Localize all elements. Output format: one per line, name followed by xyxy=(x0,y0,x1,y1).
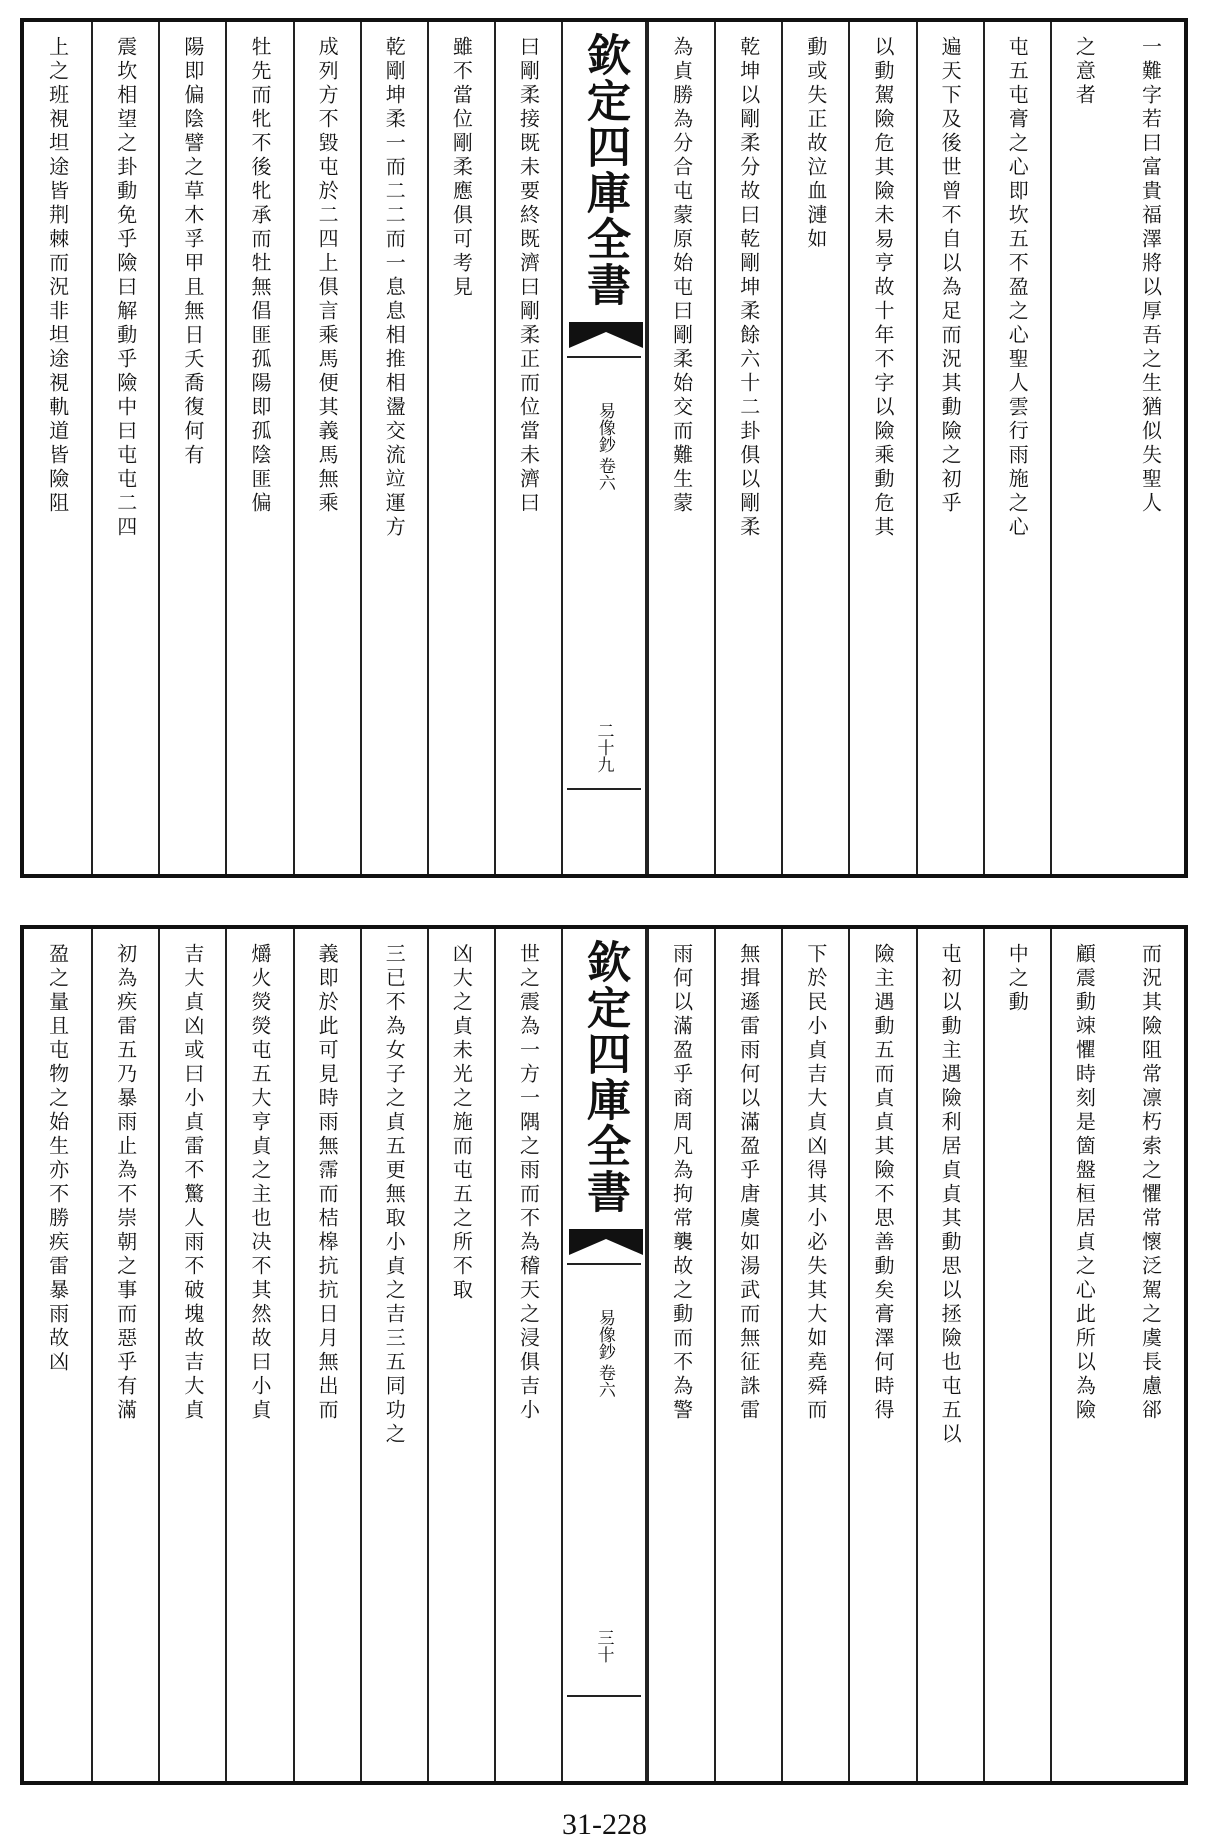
top-column-text: 屯五屯膏之心即坎五不盈之心聖人雲行雨施之心 xyxy=(1005,36,1030,540)
top-text-column xyxy=(360,22,427,874)
fishtail-mark-icon xyxy=(569,322,643,354)
bottom-text-column xyxy=(647,929,714,1781)
bottom-column-text: 無揖遜雷雨何以滿盈乎唐虞如湯武而無征誅雷 xyxy=(736,943,761,1423)
top-column-text: 遍天下及後世曾不自以為足而況其動險之初乎 xyxy=(938,36,963,516)
top-text-column xyxy=(781,22,848,874)
top-text-column xyxy=(916,22,983,874)
bottom-column-text: 三已不為女子之貞五更無取小貞之吉三五同功之 xyxy=(382,943,407,1447)
bottom-column-text: 義即於此可見時雨無霈而桔槔抗抗日月無出而 xyxy=(315,943,340,1423)
bottom-column-text: 屯初以動主遇險利居貞貞其動思以拯險也屯五以 xyxy=(938,943,963,1447)
top-page-panel xyxy=(20,18,1188,878)
top-text-column xyxy=(848,22,915,874)
top-text-column xyxy=(983,22,1050,874)
bottom-center-gutter xyxy=(561,929,647,1781)
bottom-column-text: 爝火熒熒屯五大亨貞之主也决不其然故曰小貞 xyxy=(247,943,272,1423)
collection-title: 欽定四庫全書 xyxy=(579,32,630,308)
bottom-text-column xyxy=(916,929,983,1781)
bottom-text-column xyxy=(781,929,848,1781)
top-center-gutter xyxy=(561,22,647,874)
top-text-column xyxy=(1117,22,1184,874)
top-columns xyxy=(24,22,1184,874)
bottom-columns xyxy=(24,929,1184,1781)
book-title: 易像鈔 xyxy=(594,1309,615,1360)
bottom-column-text: 雨何以滿盈乎商周凡為拘常襲故之動而不為警 xyxy=(669,943,694,1423)
book-and-volume-label xyxy=(595,1309,613,1398)
top-column-text: 牡先而牝不後牝承而牡無倡匪孤陽即孤陰匪偏 xyxy=(247,36,272,516)
center-rule xyxy=(567,1695,641,1697)
page-number-footer: 31-228 xyxy=(562,1808,647,1841)
bottom-column-text: 世之震為一方一隅之雨而不為稽天之浸俱吉小 xyxy=(516,943,541,1423)
bottom-text-column xyxy=(24,929,91,1781)
bottom-text-column xyxy=(494,929,561,1781)
top-text-column xyxy=(714,22,781,874)
center-rule xyxy=(567,356,641,358)
bottom-text-column xyxy=(427,929,494,1781)
bottom-column-text: 險主遇動五而貞貞其險不思善動矣膏澤何時得 xyxy=(870,943,895,1423)
top-column-text: 上之班視坦途皆荆棘而況非坦途視軌道皆險阻 xyxy=(45,36,70,516)
top-text-column xyxy=(225,22,292,874)
center-rule xyxy=(567,1263,641,1265)
volume-label: 卷六 xyxy=(594,457,615,491)
top-text-column xyxy=(91,22,158,874)
top-column-text: 一難字若曰富貴福澤將以厚吾之生猶似失聖人 xyxy=(1138,36,1163,516)
top-text-column xyxy=(494,22,561,874)
bottom-column-text: 初為疾雷五乃暴雨止為不崇朝之事而惡乎有滿 xyxy=(113,943,138,1423)
top-column-text: 雖不當位剛柔應俱可考見 xyxy=(449,36,474,300)
center-rule xyxy=(567,788,641,790)
top-text-column xyxy=(24,22,91,874)
top-text-column xyxy=(1050,22,1117,874)
bottom-text-column xyxy=(848,929,915,1781)
folio-number: 三十 xyxy=(593,1629,614,1663)
top-text-column xyxy=(647,22,714,874)
top-column-text: 成列方不毀屯於二四上俱言乘馬便其義馬無乘 xyxy=(315,36,340,516)
folio-number: 二十九 xyxy=(593,722,614,773)
bottom-text-column xyxy=(983,929,1050,1781)
bottom-text-column xyxy=(225,929,292,1781)
bottom-text-column xyxy=(1050,929,1117,1781)
top-text-column xyxy=(293,22,360,874)
bottom-column-text: 盈之量且屯物之始生亦不勝疾雷暴雨故凶 xyxy=(45,943,70,1375)
bottom-column-text: 吉大貞凶或曰小貞雷不驚人雨不破塊故吉大貞 xyxy=(180,943,205,1423)
bottom-text-column xyxy=(91,929,158,1781)
bottom-text-column xyxy=(714,929,781,1781)
bottom-text-column xyxy=(360,929,427,1781)
book-and-volume-label xyxy=(595,402,613,491)
top-column-text: 為貞勝為分合屯蒙原始屯曰剛柔始交而難生蒙 xyxy=(669,36,694,516)
top-column-text: 以動駕險危其險未易亨故十年不字以險乘動危其 xyxy=(870,36,895,540)
collection-title: 欽定四庫全書 xyxy=(579,939,630,1215)
book-title: 易像鈔 xyxy=(594,402,615,453)
bottom-text-column xyxy=(1117,929,1184,1781)
top-column-text: 震坎相望之卦動免乎險曰解動乎險中曰屯屯二四 xyxy=(113,36,138,540)
top-column-text: 乾剛坤柔一而二二而一息息相推相盪交流竝運方 xyxy=(382,36,407,540)
bottom-text-column xyxy=(293,929,360,1781)
top-column-text: 陽即偏陰譬之草木孚甲且無日夭喬復何有 xyxy=(180,36,205,468)
top-column-text: 動或失正故泣血漣如 xyxy=(803,36,828,252)
top-column-text: 曰剛柔接既未要終既濟曰剛柔正而位當未濟曰 xyxy=(516,36,541,516)
fishtail-mark-icon xyxy=(569,1229,643,1261)
bottom-column-text: 而況其險阻常凛朽索之懼常懷泛駕之虞長慮郤 xyxy=(1138,943,1163,1423)
volume-label: 卷六 xyxy=(594,1364,615,1398)
top-text-column xyxy=(427,22,494,874)
top-text-column xyxy=(158,22,225,874)
bottom-column-text: 顧震動竦懼時刻是箇盤桓居貞之心此所以為險 xyxy=(1072,943,1097,1423)
bottom-text-column xyxy=(158,929,225,1781)
top-column-text: 乾坤以剛柔分故曰乾剛坤柔餘六十二卦俱以剛柔 xyxy=(736,36,761,540)
top-column-text: 之意者 xyxy=(1072,36,1097,108)
bottom-column-text: 中之動 xyxy=(1005,943,1030,1015)
bottom-column-text: 凶大之貞未光之施而屯五之所不取 xyxy=(449,943,474,1303)
bottom-page-panel xyxy=(20,925,1188,1785)
bottom-column-text: 下於民小貞吉大貞凶得其小必失其大如堯舜而 xyxy=(803,943,828,1423)
